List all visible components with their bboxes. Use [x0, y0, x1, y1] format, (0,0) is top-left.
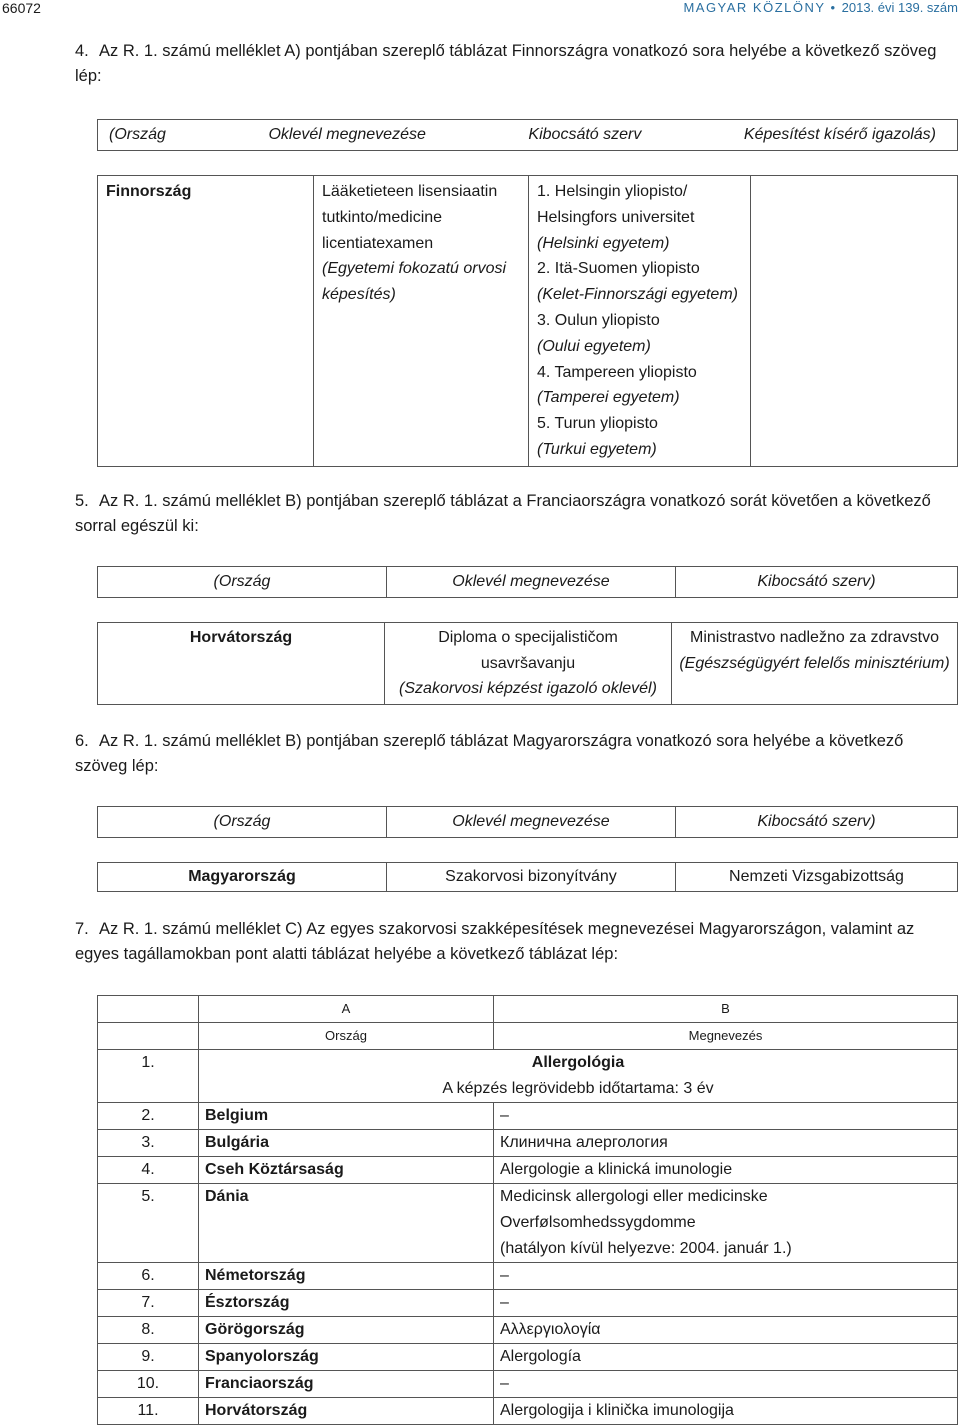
country-cell: Horvátország	[98, 623, 385, 705]
row-number: 3.	[98, 1130, 199, 1157]
country-cell: Belgium	[199, 1103, 494, 1130]
issuer-cell: Nemzeti Vizsgabizottság	[676, 863, 958, 892]
table-4-allergology	[97, 995, 958, 1425]
paragraph-text: Az R. 1. számú melléklet B) pontjában szereplő táblázat Magyarországra vonatkozó sora helyébe a következő szöveg lép:	[75, 732, 904, 775]
row-number: 6.	[98, 1263, 199, 1290]
country-cell: Bulgária	[199, 1130, 494, 1157]
row-number: 1.	[98, 1050, 199, 1103]
certificate-cell	[751, 176, 958, 467]
table-row	[98, 1371, 958, 1398]
country-cell: Cseh Köztársaság	[199, 1157, 494, 1184]
header-country: (Ország	[98, 807, 387, 838]
issuer-hu: (Oului egyetem)	[537, 337, 651, 355]
country-cell: Finnország	[98, 176, 314, 467]
header-issuer: Kibocsátó szerv)	[676, 807, 958, 838]
table-1-finland	[97, 175, 958, 467]
country-cell: Dánia	[199, 1184, 494, 1263]
row-number: 9.	[98, 1344, 199, 1371]
diploma-line: licentiatexamen	[322, 234, 434, 252]
paragraph-number: 6.	[75, 732, 89, 750]
specialty-title-cell	[199, 1050, 958, 1103]
col-b-letter: B	[494, 996, 958, 1023]
name-line: Overfølsomhedssygdomme	[500, 1214, 696, 1231]
issuer-hu: (Helsinki egyetem)	[537, 234, 670, 252]
specialty-title: Allergológia	[531, 1054, 625, 1071]
page-number: 66072	[2, 0, 41, 16]
header-country: (Ország	[98, 567, 387, 598]
issuer-cell	[672, 623, 958, 705]
col-a-label: Ország	[199, 1023, 494, 1050]
name-line: (hatályon kívül helyezve: 2004. január 1.)	[500, 1240, 792, 1257]
table-row	[98, 1103, 958, 1130]
country-cell: Horvátország	[199, 1398, 494, 1425]
issuer-hu: (Tamperei egyetem)	[537, 389, 680, 407]
header-country: (Ország	[109, 126, 166, 143]
issuer-hu: (Egészségügyért felelős minisztérium)	[679, 654, 950, 672]
country-cell: Spanyolország	[199, 1344, 494, 1371]
paragraph-text: Az R. 1. számú melléklet B) pontjában szereplő táblázat a Franciaországra vonatkozó sorát követően a következő sorral egészül ki:	[75, 492, 931, 535]
diploma-line: Lääketieteen lisensiaatin	[322, 183, 498, 200]
name-cell: –	[494, 1290, 958, 1317]
table-row	[98, 1398, 958, 1425]
row-number: 4.	[98, 1157, 199, 1184]
row-number: 11.	[98, 1398, 199, 1425]
specialty-subtitle: A képzés legrövidebb időtartama: 3 év	[442, 1080, 714, 1097]
diploma-cell: Szakorvosi bizonyítvány	[387, 863, 676, 892]
issuer-name: 5. Turun yliopisto	[537, 415, 658, 433]
header-diploma: Oklevél megnevezése	[387, 567, 676, 598]
name-cell: Клинична алергология	[494, 1130, 958, 1157]
header-issuer: Kibocsátó szerv)	[676, 567, 958, 598]
issuer-name: 2. Itä-Suomen yliopisto	[537, 260, 700, 278]
name-line: Medicinsk allergologi eller medicinske	[500, 1188, 768, 1205]
name-cell	[494, 1184, 958, 1263]
journal-title: MAGYAR KÖZLÖNY	[683, 0, 826, 15]
table-row	[98, 1344, 958, 1371]
diploma-line: Diploma o specijalističom	[438, 629, 618, 646]
issuer-name: 1. Helsingin yliopisto/	[537, 183, 688, 200]
paragraph-6	[75, 729, 960, 779]
paragraph-text: Az R. 1. számú melléklet A) pontjában szereplő táblázat Finnországra vonatkozó sora helyébe a következő szöveg lép:	[75, 42, 937, 85]
corner-cell	[98, 1023, 199, 1050]
name-cell: –	[494, 1263, 958, 1290]
header-diploma: Oklevél megnevezése	[387, 807, 676, 838]
issuer-hu: (Turkui egyetem)	[537, 440, 657, 458]
name-cell: Alergologie a klinická imunologie	[494, 1157, 958, 1184]
name-cell: Αλλεργιολογία	[494, 1317, 958, 1344]
table-row	[98, 1290, 958, 1317]
table-row	[98, 1263, 958, 1290]
header-diploma: Oklevél megnevezése	[268, 126, 426, 143]
running-header	[683, 0, 958, 15]
col-a-letter: A	[199, 996, 494, 1023]
issuer-name-2: Helsingfors universitet	[537, 208, 695, 226]
issuer-hu: (Kelet-Finnországi egyetem)	[537, 286, 738, 304]
row-number: 8.	[98, 1317, 199, 1344]
name-cell: Alergologija i klinička imunologija	[494, 1398, 958, 1425]
table-row	[98, 1157, 958, 1184]
country-cell: Görögország	[199, 1317, 494, 1344]
row-number: 5.	[98, 1184, 199, 1263]
paragraph-number: 4.	[75, 42, 89, 60]
paragraph-number: 7.	[75, 920, 89, 938]
diploma-hu: (Szakorvosi képzést igazoló oklevél)	[399, 680, 657, 697]
paragraph-5	[75, 489, 960, 539]
issue-label: 2013. évi 139. szám	[841, 0, 958, 15]
diploma-line: tutkinto/medicine	[322, 208, 443, 226]
country-cell: Észtország	[199, 1290, 494, 1317]
corner-cell	[98, 996, 199, 1023]
diploma-hu-line: képesítés)	[322, 286, 396, 304]
country-cell: Németország	[199, 1263, 494, 1290]
name-cell: Alergología	[494, 1344, 958, 1371]
table-2-croatia	[97, 622, 958, 705]
issuer-name: Ministrastvo nadležno za zdravstvo	[690, 629, 939, 646]
table-row	[98, 1317, 958, 1344]
country-cell: Franciaország	[199, 1371, 494, 1398]
table-row	[98, 1130, 958, 1157]
table-3-hungary	[97, 862, 958, 892]
diploma-hu-line: (Egyetemi fokozatú orvosi	[322, 260, 507, 278]
paragraph-number: 5.	[75, 492, 89, 510]
table-row	[98, 1184, 958, 1263]
name-cell: –	[494, 1371, 958, 1398]
header-row	[98, 120, 958, 151]
col-b-label: Megnevezés	[494, 1023, 958, 1050]
header-issuer: Kibocsátó szerv	[528, 126, 642, 143]
row-number: 2.	[98, 1103, 199, 1130]
table-2-header	[97, 566, 958, 598]
bullet: •	[830, 0, 837, 15]
issuer-cell	[529, 176, 751, 467]
diploma-cell	[314, 176, 529, 467]
header-certificate: Képesítést kísérő igazolás)	[743, 126, 936, 143]
paragraph-7	[75, 917, 960, 967]
row-number: 7.	[98, 1290, 199, 1317]
paragraph-text: Az R. 1. számú melléklet C) Az egyes szakorvosi szakképesítések megnevezései Magyarországon, valamint az egyes tagállamokban pont alatti táblázat helyébe a következő táblázat lép:	[75, 920, 915, 963]
table-3-header	[97, 806, 958, 838]
issuer-name: 4. Tampereen yliopisto	[537, 363, 697, 381]
row-number: 10.	[98, 1371, 199, 1398]
diploma-cell	[385, 623, 672, 705]
paragraph-4	[75, 39, 960, 89]
issuer-name: 3. Oulun yliopisto	[537, 311, 660, 329]
table-1-header	[97, 119, 958, 151]
name-cell: –	[494, 1103, 958, 1130]
country-cell: Magyarország	[98, 863, 387, 892]
diploma-line: usavršavanju	[480, 654, 576, 672]
